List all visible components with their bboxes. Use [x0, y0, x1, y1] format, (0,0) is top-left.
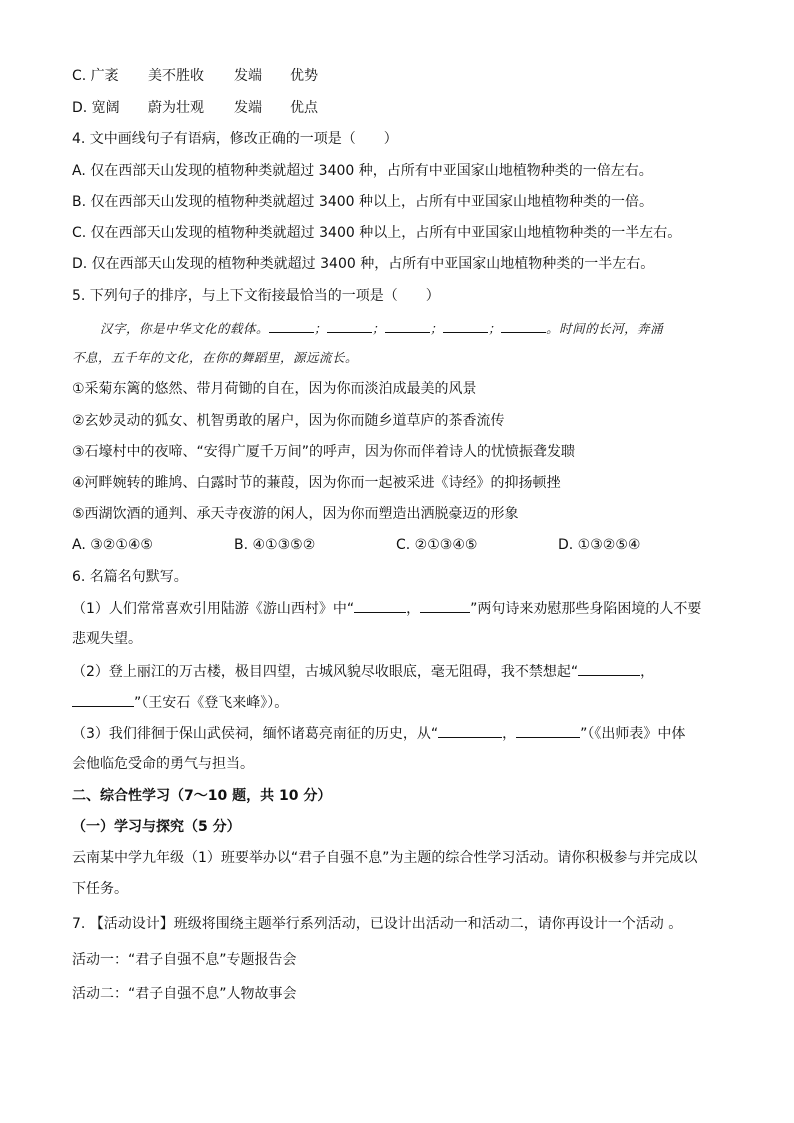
section2-intro-line1: 云南某中学九年级（1）班要举办以“君子自强不息”为主题的综合性学习活动。请你积极参与并完成以	[72, 850, 698, 866]
q5-answer-c: C. ②①③④⑤	[396, 537, 478, 553]
q6-part3-blank-1	[438, 723, 502, 738]
q5-passage-line2: 不息，五千年的文化，在你的舞蹈里，源远流长。	[72, 350, 359, 365]
q5-blank-3	[385, 318, 430, 333]
q6-part2-text-a: （2）登上丽江的万古楼，极目四望，古城风貌尽收眼底，毫无阻碍，我不禁想起“	[72, 664, 579, 680]
q5-blank-2	[327, 318, 372, 333]
q6-part3-line1	[72, 723, 685, 744]
q6-part1-blank-1	[354, 598, 406, 613]
q3-option-d-word2: 蔚为壮观	[148, 100, 204, 116]
q5-answer-d: D. ①③②⑤④	[558, 537, 641, 553]
q7-activity-2: 活动二：“君子自强不息”人物故事会	[72, 986, 297, 1002]
q3-option-d-word1: D. 宽阔	[72, 100, 120, 116]
q6-part2-line2	[72, 692, 288, 713]
q5-sep-4: ；	[488, 321, 502, 336]
section2-subtitle: （一）学习与探究（5 分）	[72, 819, 241, 835]
q6-part2-comma: ，	[640, 664, 655, 680]
q6-part3-text-a: （3）我们徘徊于保山武侯祠，缅怀诸葛亮南征的历史，从“	[72, 726, 439, 742]
q4-stem: 4. 文中画线句子有语病，修改正确的一项是（ ）	[72, 131, 398, 147]
q5-item-4: ④河畔婉转的雎鸠、白露时节的蒹葭，因为你而一起被采进《诗经》的抑扬顿挫	[72, 475, 561, 491]
q6-part2-text-b: ”（王安石《登飞来峰》）。	[134, 695, 289, 711]
q4-option-a: A. 仅在西部天山发现的植物种类就超过 3400 种，占所有中亚国家山地植物种类的一倍左右。	[72, 163, 653, 179]
q5-passage-start: 汉字，你是中华文化的载体。	[100, 321, 270, 336]
q5-item-2: ②玄妙灵动的狐女、机智勇敢的屠户，因为你而随乡道草庐的茶香流传	[72, 413, 505, 429]
q5-answer-b: B. ④①③⑤②	[234, 537, 316, 553]
q5-blank-5	[501, 318, 546, 333]
q5-blank-4	[443, 318, 488, 333]
q3-option-d-word4: 优点	[290, 100, 318, 116]
q5-item-5: ⑤西湖饮酒的通判、承天寺夜游的闲人，因为你而塑造出洒脱豪迈的形象	[72, 506, 519, 522]
q6-part1-comma: ，	[406, 601, 421, 617]
q6-part1-line1	[72, 598, 701, 619]
q5-sep-2: ；	[372, 321, 386, 336]
section2-title: 二、综合性学习（7～10 题，共 10 分）	[72, 788, 332, 804]
q3-option-c-word1: C. 广袤	[72, 68, 119, 84]
section2-intro-line2: 下任务。	[72, 881, 128, 897]
q5-passage-end: 。时间的长河，奔涌	[546, 321, 664, 336]
q6-part1-text-a: （1）人们常常喜欢引用陆游《游山西村》中“	[72, 601, 355, 617]
q3-option-d	[72, 98, 318, 118]
q3-option-c-word2: 美不胜收	[148, 68, 204, 84]
q5-item-3: ③石壕村中的夜啼、“安得广厦千万间”的呼声，因为你而伴着诗人的忧愤振聋发聩	[72, 444, 576, 460]
q5-answer-a: A. ③②①④⑤	[72, 537, 153, 553]
q4-option-b: B. 仅在西部天山发现的植物种类就超过 3400 种以上，占所有中亚国家山地植物种类的一倍。	[72, 194, 654, 210]
q3-option-c-word4: 优势	[290, 68, 318, 84]
q6-part1-line2: 悲观失望。	[72, 631, 142, 647]
q5-answer-row	[72, 535, 640, 555]
q6-part2-blank-2	[72, 692, 134, 707]
q6-part2-line1	[72, 661, 654, 682]
q5-stem: 5. 下列句子的排序，与上下文衔接最恰当的一项是（ ）	[72, 288, 440, 304]
q5-sep-3: ；	[430, 321, 444, 336]
q6-part1-text-b: ”两句诗来劝慰那些身陷困境的人不要	[470, 601, 702, 617]
q4-option-c: C. 仅在西部天山发现的植物种类就超过 3400 种以上，占所有中亚国家山地植物种类的一半左右。	[72, 225, 682, 241]
q3-option-d-word3: 发端	[234, 100, 262, 116]
q7-stem: 7. 【活动设计】班级将围绕主题举行系列活动，已设计出活动一和活动二，请你再设计一个活动 。	[72, 916, 683, 932]
q6-part1-blank-2	[420, 598, 470, 613]
q7-activity-1: 活动一：“君子自强不息”专题报告会	[72, 952, 297, 968]
q5-sep-1: ；	[314, 321, 328, 336]
q6-stem: 6. 名篇名句默写。	[72, 569, 188, 585]
q6-part3-line2: 会他临危受命的勇气与担当。	[72, 756, 254, 772]
q4-option-d: D. 仅在西部天山发现的植物种类就超过 3400 种，占所有中亚国家山地植物种类的一半左右。	[72, 256, 655, 272]
q6-part3-comma: ，	[502, 726, 517, 742]
q5-item-1: ①采菊东篱的悠然、带月荷锄的自在，因为你而淡泊成最美的风景	[72, 381, 477, 397]
q6-part3-text-b: ”（《出师表》中体	[580, 726, 686, 742]
q6-part3-blank-2	[516, 723, 580, 738]
q3-option-c-word3: 发端	[234, 68, 262, 84]
q5-blank-1	[269, 318, 314, 333]
q5-passage-line1	[100, 318, 663, 339]
q6-part2-blank-1	[578, 661, 640, 676]
q3-option-c	[72, 66, 318, 86]
